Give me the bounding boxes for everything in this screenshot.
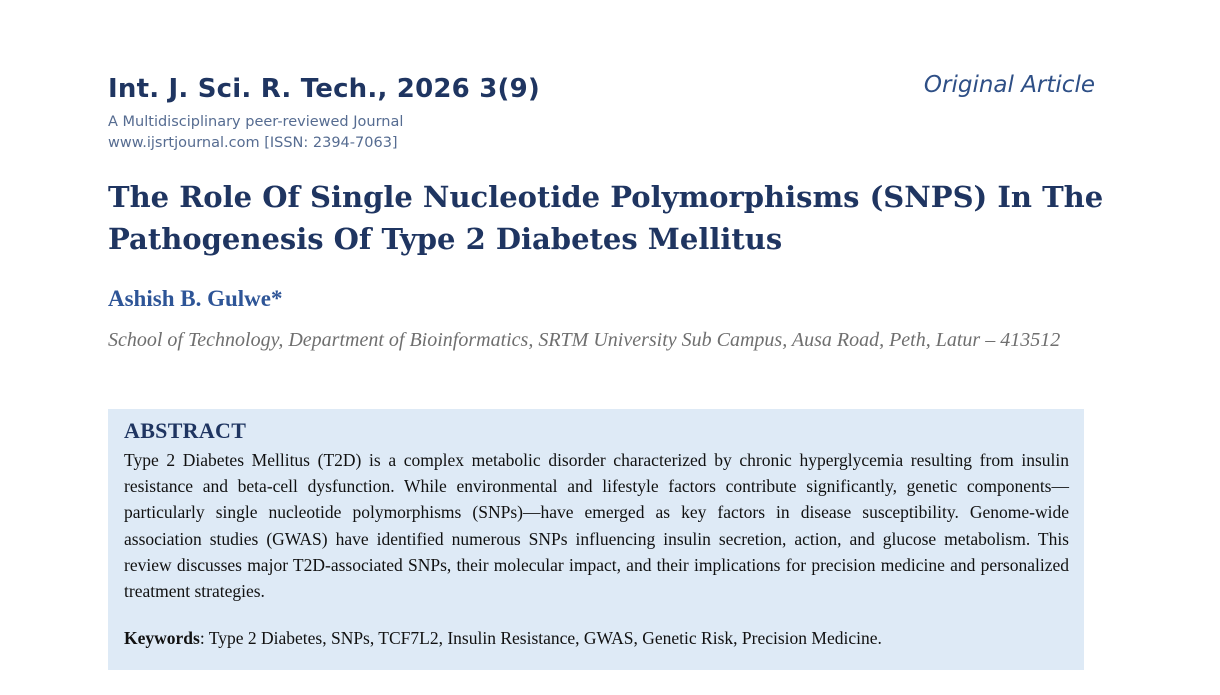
- abstract-body: Type 2 Diabetes Mellitus (T2D) is a complex metabolic disorder characterized by chronic hyperglycemia resulting from insulin resistance and beta-cell dysfunction. While environmental and lifestyle factors contribute significantly, genetic components—particularly single nucleotide polymorphisms (SNPs)—have emerged as key factors in disease susceptibility. Genome-wide association studies (GWAS) have identified numerous SNPs influencing insulin secretion, action, and glucose metabolism. This review discusses major T2D-associated SNPs, their molecular impact, and their implications for precision medicine and personalized treatment strategies.: [124, 450, 1069, 602]
- keywords-line: [124, 628, 1069, 649]
- journal-name: Int. J. Sci. R. Tech., 2026 3(9): [108, 74, 540, 104]
- author-affiliation: School of Technology, Department of Bioinformatics, SRTM University Sub Campus, Ausa Road, Peth, Latur – 413512: [108, 329, 1061, 351]
- author-name: Ashish B. Gulwe*: [108, 286, 283, 311]
- paper-title: The Role Of Single Nucleotide Polymorphisms (SNPS) In The Pathogenesis Of Type 2 Diabetes Mellitus: [108, 180, 1104, 256]
- keywords-text: : Type 2 Diabetes, SNPs, TCF7L2, Insulin Resistance, GWAS, Genetic Risk, Precision Medicine.: [199, 628, 882, 648]
- abstract-section: [108, 409, 1084, 670]
- journal-url-issn: www.ijsrtjournal.com [ISSN: 2394-7063]: [108, 135, 398, 151]
- article-type-label: Original Article: [923, 72, 1095, 98]
- abstract-heading: ABSTRACT: [124, 418, 247, 443]
- keywords-label: Keywords: [124, 628, 200, 648]
- journal-tagline: A Multidisciplinary peer-reviewed Journal: [108, 114, 404, 130]
